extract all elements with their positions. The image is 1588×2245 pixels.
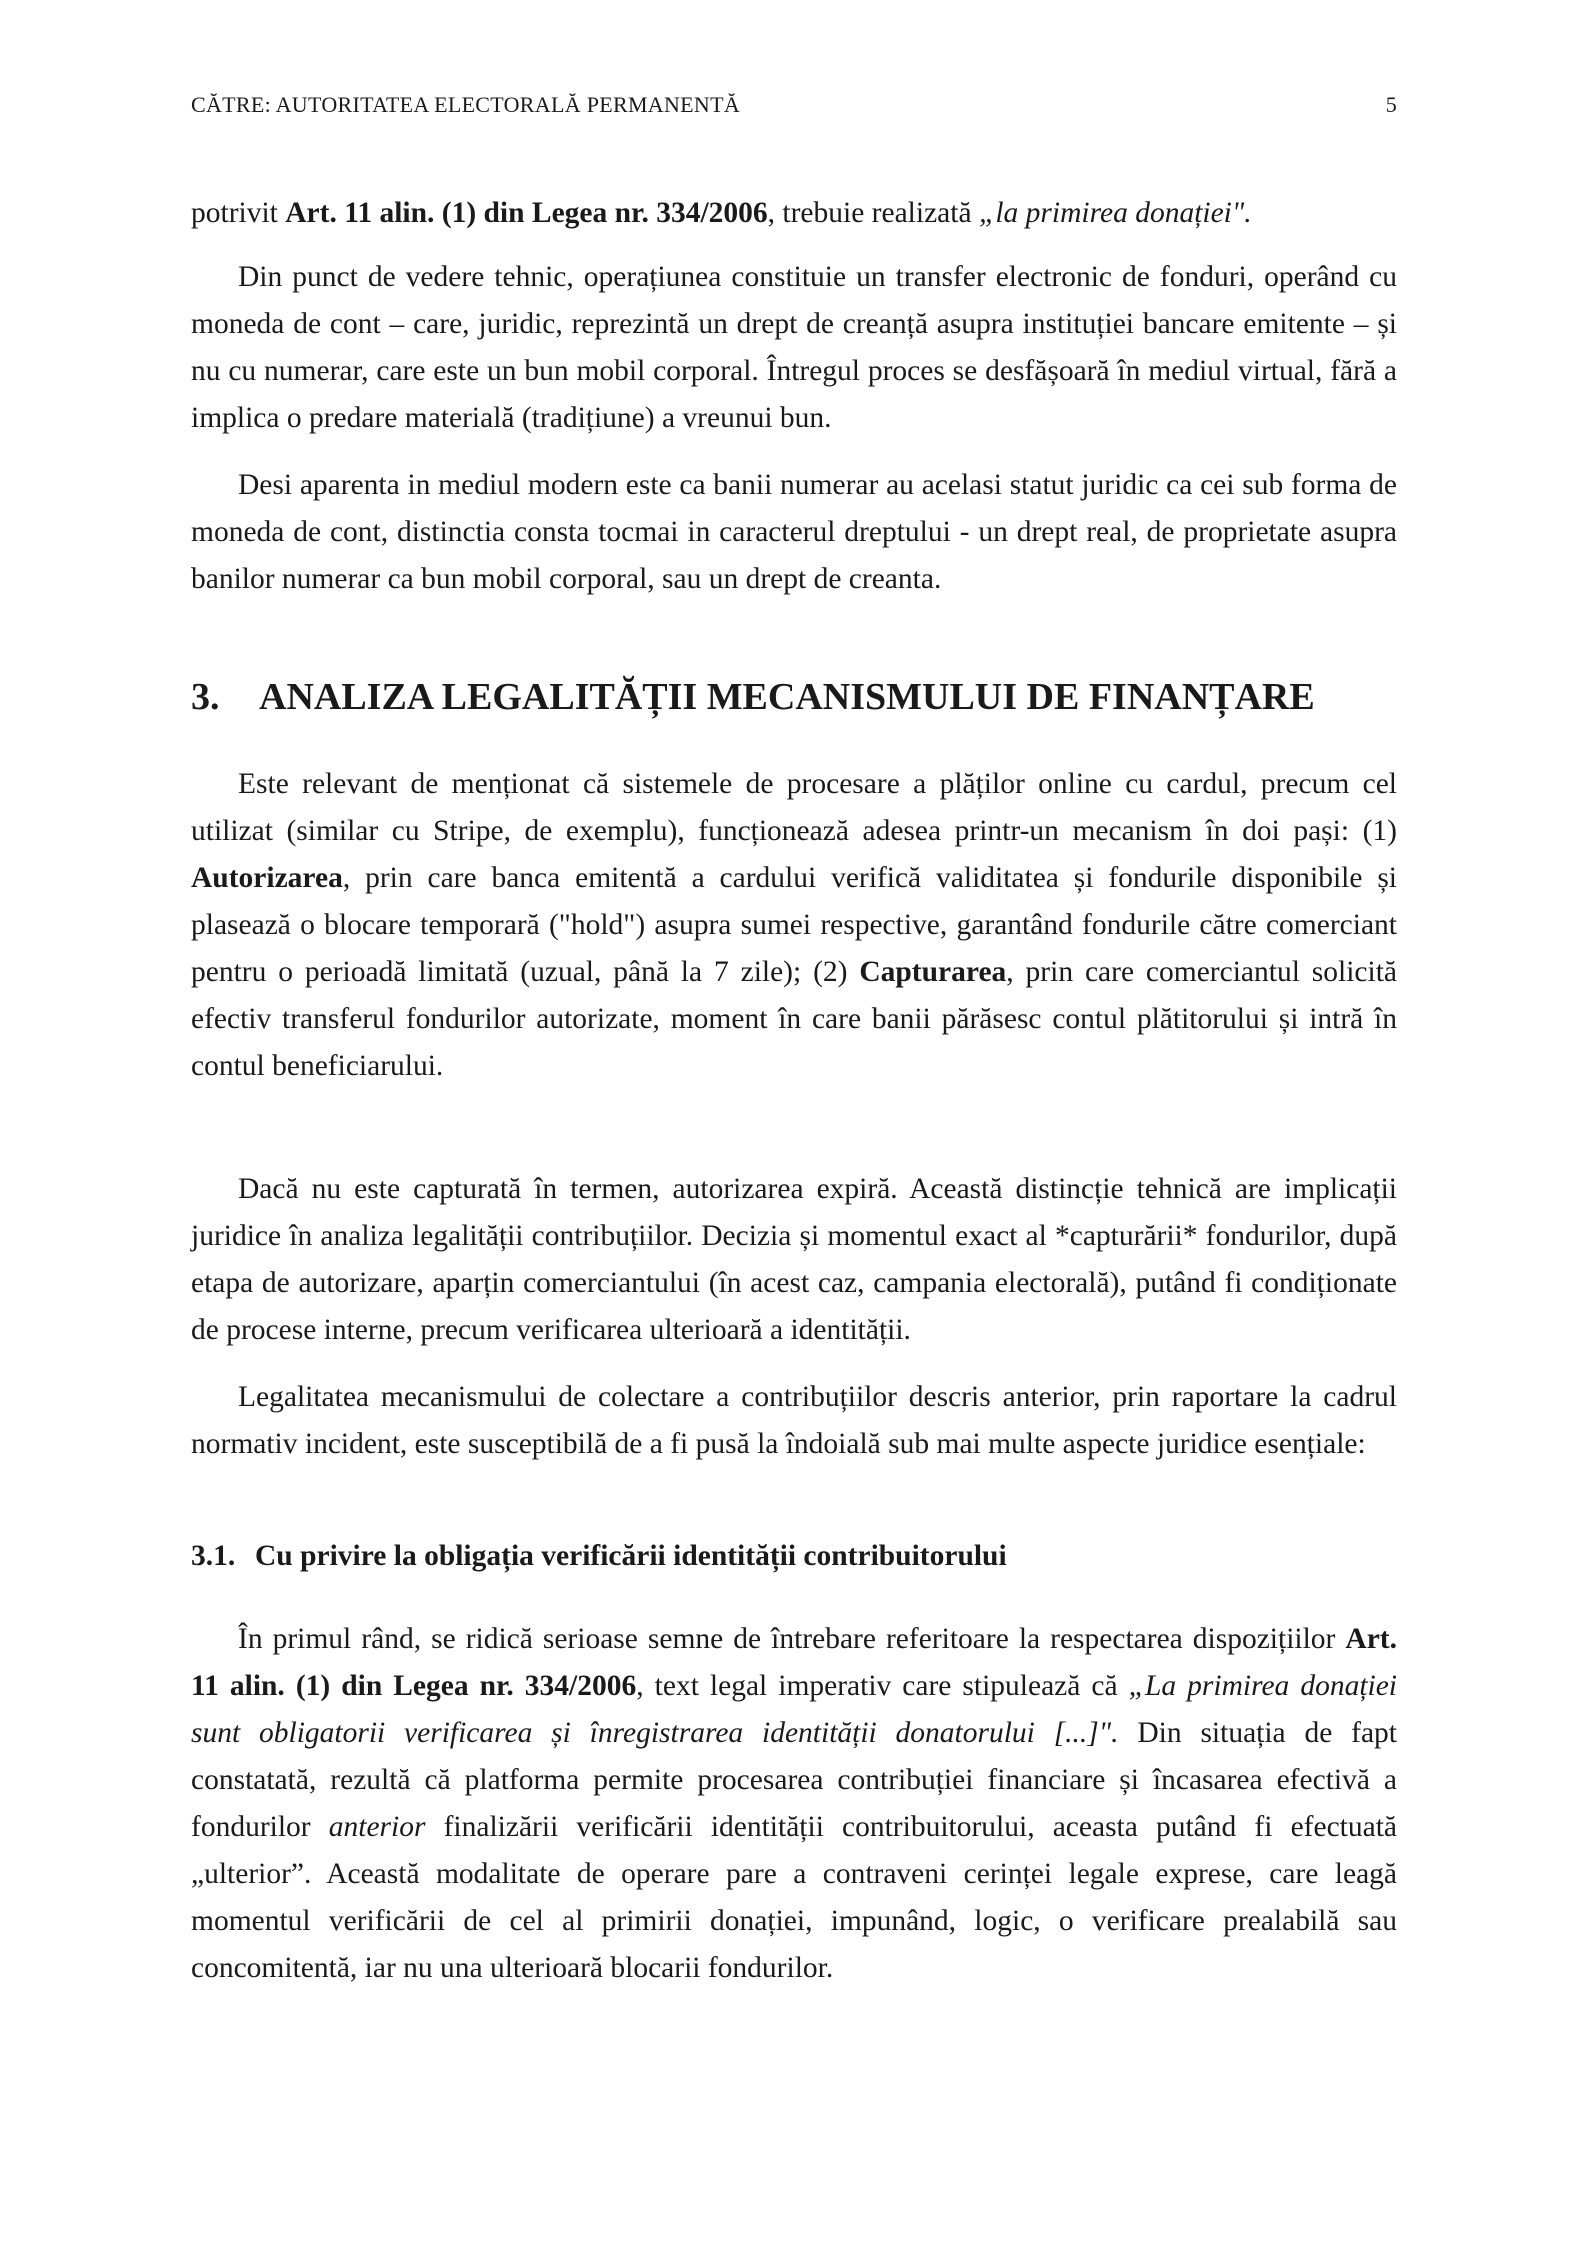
text-run: Din situația de fapt constatată, rezultă că platforma permite procesarea contribuției financiare și încasarea efectivă a fondurilor xyxy=(191,1717,1397,1843)
term-capture: Capturarea xyxy=(859,956,1007,988)
term-authorization: Autorizarea xyxy=(191,862,343,894)
paragraph-authorization-expiry: Dacă nu este capturată în termen, autorizarea expiră. Această distincție tehnică are implicații juridice în analiza legalității contribuțiilor. Decizia și momentul exact al *capturării* fondurilor, după etapa de autorizare, aparțin comerciantului (în acest caz, campania electorală), putând fi condiționate de procese interne, precum verificarea ulterioară a identității. xyxy=(191,1173,1397,1346)
paragraph-legality: Legalitatea mecanismului de colectare a contribuțiilor descris anterior, prin raportare la cadrul normativ incident, este susceptibilă de a fi pusă la îndoială sub mai multe aspecte juridice esențiale: xyxy=(191,1381,1397,1460)
subsection-heading-3-1 xyxy=(191,1536,1397,1576)
paragraph-transfer: Din punct de vedere tehnic, operațiunea constituie un transfer electronic de fonduri, operând cu moneda de cont – care, juridic, reprezintă un drept de creanță asupra instituției bancare emitente – și nu cu numerar, care este un bun mobil corporal. Întregul proces se desfășoară în mediul virtual, fără a implica o predare materială (tradițiune) a vreunui bun. xyxy=(191,261,1397,434)
emphasis: anterior xyxy=(328,1811,426,1843)
paragraph-payment-mechanism xyxy=(191,761,1397,1090)
paragraph-identity-verification xyxy=(191,1616,1397,1992)
text-run: , text legal imperativ care stipulează că xyxy=(636,1670,1129,1702)
quotation: „La primirea donației sunt obligatorii verificarea și înregistrarea identității donatorului [...]". xyxy=(191,1670,1398,1749)
text-run: potrivit xyxy=(191,197,286,229)
section-title: ANALIZA LEGALITĂȚII MECANISMULUI DE FINANȚARE xyxy=(259,676,1315,718)
text-run: finalizării verificării identității contribuitorului, aceasta putând fi efectuată „ulterior”. Această modalitate de operare pare a contraveni cerinței legale exprese, care leagă momentul verificării de cel al primirii donației, impunând, logic, o verificare prealabilă sau concomitentă, iar nu una ulterioară blocarii fondurilor. xyxy=(191,1811,1397,1984)
section-number: 3. xyxy=(191,676,220,718)
law-reference: Art. 11 alin. (1) din Legea nr. 334/2006 xyxy=(191,1623,1397,1702)
law-reference: Art. 11 alin. (1) din Legea nr. 334/2006 xyxy=(285,197,768,229)
text-run: În primul rând, se ridică serioase semne de întrebare referitoare la respectarea dispozițiilor xyxy=(238,1623,1346,1655)
subsection-number: 3.1. xyxy=(191,1540,236,1572)
header-title: CĂTRE: AUTORITATEA ELECTORALĂ PERMANENTĂ xyxy=(191,92,741,117)
document-body xyxy=(191,190,1397,1992)
text-run: Este relevant de menționat că sistemele de procesare a plăților online cu cardul, precum cel utilizat (similar cu Stripe, de exemplu), funcționează adesea printr-un mecanism în doi pași: (1) xyxy=(191,768,1397,847)
paragraph-cash-vs-account: Desi aparenta in mediul modern este ca banii numerar au acelasi statut juridic ca cei sub forma de moneda de cont, distinctia consta tocmai in caracterul dreptului - un drept real, de proprietate asupra banilor numerar ca bun mobil corporal, sau un drept de creanta. xyxy=(191,469,1397,595)
continued-paragraph xyxy=(191,190,1397,237)
quotation: „la primirea donației". xyxy=(978,197,1252,229)
section-heading-3 xyxy=(191,673,1397,721)
running-header xyxy=(191,92,1397,118)
text-run: , prin care comerciantul solicită efectiv transferul fondurilor autorizate, moment în care banii părăsesc contul plătitorului și intră în contul beneficiarului. xyxy=(191,956,1397,1082)
page-number: 5 xyxy=(1385,92,1397,117)
subsection-title: Cu privire la obligația verificării identității contribuitorului xyxy=(255,1540,1007,1572)
text-run: , prin care banca emitentă a cardului verifică validitatea și fondurile disponibile și plasează o blocare temporară ("hold") asupra sumei respective, garantând fondurile către comerciant pentru o perioadă limitată (uzual, până la 7 zile); (2) xyxy=(191,862,1397,988)
text-run: , trebuie realizată xyxy=(767,197,979,229)
